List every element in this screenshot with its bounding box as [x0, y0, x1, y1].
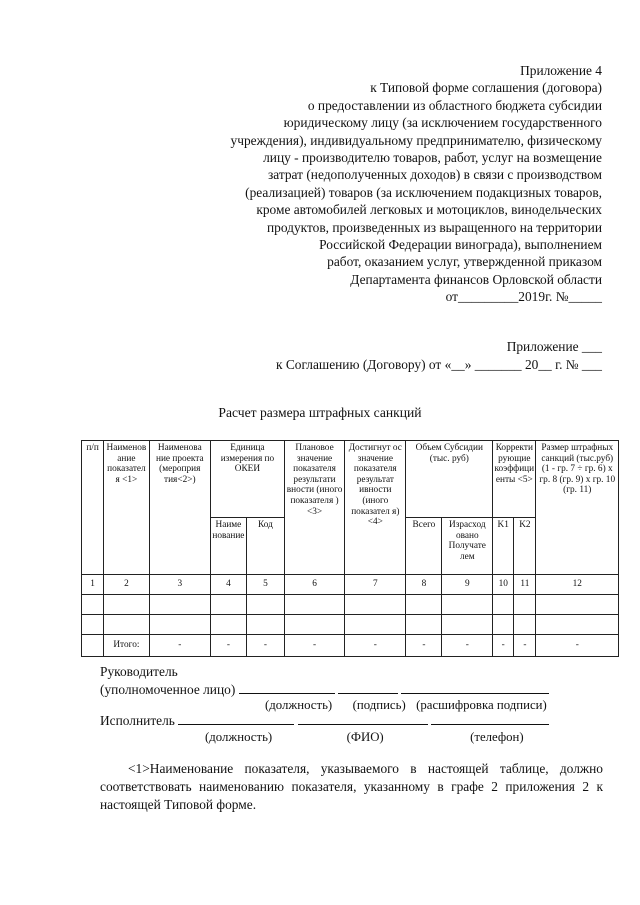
column-number: 9: [442, 575, 493, 595]
caption-signature: (подпись): [352, 698, 406, 712]
appendix-line: о предоставлении из областного бюджета субсидии: [307, 97, 602, 113]
appendix-line: (реализацией) товаров (за исключением подакцизных товаров,: [245, 184, 602, 200]
empty-cell: [246, 595, 284, 615]
header-subsidy-volume: Объем Субсидии (тыс. руб): [406, 441, 493, 518]
column-number: 10: [493, 575, 514, 595]
column-number: 8: [406, 575, 442, 595]
column-number: 12: [536, 575, 619, 595]
header-unit: Единица измерения по ОКЕИ: [210, 441, 284, 518]
total-cell: -: [514, 635, 536, 657]
empty-cell: [82, 615, 104, 635]
total-cell: -: [246, 635, 284, 657]
header-achieved-value: Достигнут ос значение показателя результат ивности (иного показател я) <4>: [345, 441, 406, 575]
caption-executor-position: (должность): [205, 730, 273, 744]
header-project-name: Наименова ние проекта (мероприя тия<2>): [149, 441, 210, 575]
total-cell: -: [149, 635, 210, 657]
caption-executor-name: (ФИО): [346, 730, 384, 744]
appendix-line: юридическому лицу (за исключением государственного: [283, 115, 602, 131]
signature-executor-captions: [205, 729, 640, 746]
attachment-header: [180, 338, 602, 374]
column-number: 3: [149, 575, 210, 595]
appendix-line: от_________2019г. №_____: [445, 289, 602, 305]
footnote: <1>Наименование показателя, указываемого в настоящей таблице, должно соответствовать наименованию показателя, указанному в графе 2 приложения 2 к настоящей Типовой форме.: [100, 761, 603, 812]
total-cell: -: [345, 635, 406, 657]
column-number: 11: [514, 575, 536, 595]
appendix-header: [170, 62, 602, 306]
header-indicator-name: Наименов ание показател я <1>: [104, 441, 149, 575]
appendix-line: лицу - производителю товаров, работ, услуг на возмещение: [263, 150, 602, 166]
empty-cell: [246, 615, 284, 635]
empty-cell: [514, 615, 536, 635]
position-line: [239, 680, 335, 694]
header-k1: K1: [493, 518, 514, 575]
executor-phone-line: [431, 711, 549, 725]
appendix-line: продуктов, произведенных из выращенного на территории: [266, 219, 602, 235]
signature-executor-label: Исполнитель: [100, 713, 175, 728]
executor-position-line: [178, 711, 294, 725]
empty-cell: [442, 595, 493, 615]
appendix-line: Приложение 4: [520, 63, 602, 78]
empty-cell: [210, 595, 246, 615]
header-unit-code: Код: [246, 518, 284, 575]
header-num: п/п: [82, 441, 104, 575]
empty-cell: [536, 595, 619, 615]
signature-executor-row: [100, 711, 620, 729]
empty-cell: [82, 595, 104, 615]
column-number: 7: [345, 575, 406, 595]
appendix-line: затрат (недополученных доходов) в связи с производством: [267, 167, 602, 183]
column-number: 4: [210, 575, 246, 595]
column-number: 6: [284, 575, 344, 595]
header-subsidy-spent: Израсход овано Получате лем: [442, 518, 493, 575]
appendix-line: кроме автомобилей легковых и мотоциклов, винодельческих: [256, 202, 602, 218]
empty-cell: [149, 595, 210, 615]
column-number: 1: [82, 575, 104, 595]
total-cell: -: [406, 635, 442, 657]
empty-cell: [345, 615, 406, 635]
appendix-line: к Типовой форме соглашения (договора): [370, 80, 602, 96]
empty-cell: [493, 595, 514, 615]
empty-cell: [104, 615, 149, 635]
empty-cell: [149, 615, 210, 635]
total-label: Итого:: [104, 635, 149, 657]
total-row: [82, 635, 619, 657]
total-cell: -: [210, 635, 246, 657]
empty-cell: [82, 635, 104, 657]
signature-head-row: [100, 680, 620, 698]
table-row: [82, 615, 619, 635]
empty-cell: [406, 615, 442, 635]
empty-cell: [284, 595, 344, 615]
empty-cell: [210, 615, 246, 635]
column-number: 2: [104, 575, 149, 595]
header-penalty-size: Размер штрафных санкций (тыс.руб) (1 - гр. 7 ÷ гр. 6) x гр. 8 (гр. 9) x гр. 10 (гр. 11): [536, 441, 619, 575]
signature-head-label: (уполномоченное лицо): [100, 682, 236, 697]
total-cell: -: [536, 635, 619, 657]
penalty-table: [81, 440, 619, 657]
total-cell: -: [442, 635, 493, 657]
caption-decoding: (расшифровка подписи): [416, 698, 547, 712]
caption-position: (должность): [265, 698, 333, 712]
empty-cell: [442, 615, 493, 635]
signature-line: [338, 680, 398, 694]
column-number-row: [82, 575, 619, 595]
empty-cell: [104, 595, 149, 615]
empty-cell: [406, 595, 442, 615]
empty-cell: [536, 615, 619, 635]
appendix-line: Российской Федерации винограда), выполнением: [319, 237, 602, 253]
column-number: 5: [246, 575, 284, 595]
executor-name-line: [298, 711, 428, 725]
attachment-agreement: к Соглашению (Договору) от «__» _______ 20__ г. № ___: [275, 357, 602, 372]
header-planned-value: Плановое значение показателя результати вности (иного показателя ) <3>: [284, 441, 344, 575]
document-title: Расчет размера штрафных санкций: [218, 405, 422, 420]
table-row: [82, 595, 619, 615]
empty-cell: [493, 615, 514, 635]
appendix-line: работ, оказанием услуг, утвержденной приказом: [327, 254, 602, 270]
signature-head-title: Руководитель: [100, 664, 178, 679]
header-unit-name: Наиме нование: [210, 518, 246, 575]
empty-cell: [284, 615, 344, 635]
header-subsidy-total: Всего: [406, 518, 442, 575]
total-cell: -: [493, 635, 514, 657]
decoding-line: [401, 680, 549, 694]
header-k2: K2: [514, 518, 536, 575]
total-cell: -: [284, 635, 344, 657]
header-correction-coefficients: Корректи рующие коэффици енты <5>: [493, 441, 536, 518]
empty-cell: [345, 595, 406, 615]
appendix-line: учреждения), индивидуальному предпринимателю, физическому: [230, 132, 602, 148]
appendix-line: Департамента финансов Орловской области: [350, 271, 602, 287]
empty-cell: [514, 595, 536, 615]
caption-executor-phone: (телефон): [470, 730, 524, 744]
attachment-number: Приложение ___: [506, 339, 602, 354]
